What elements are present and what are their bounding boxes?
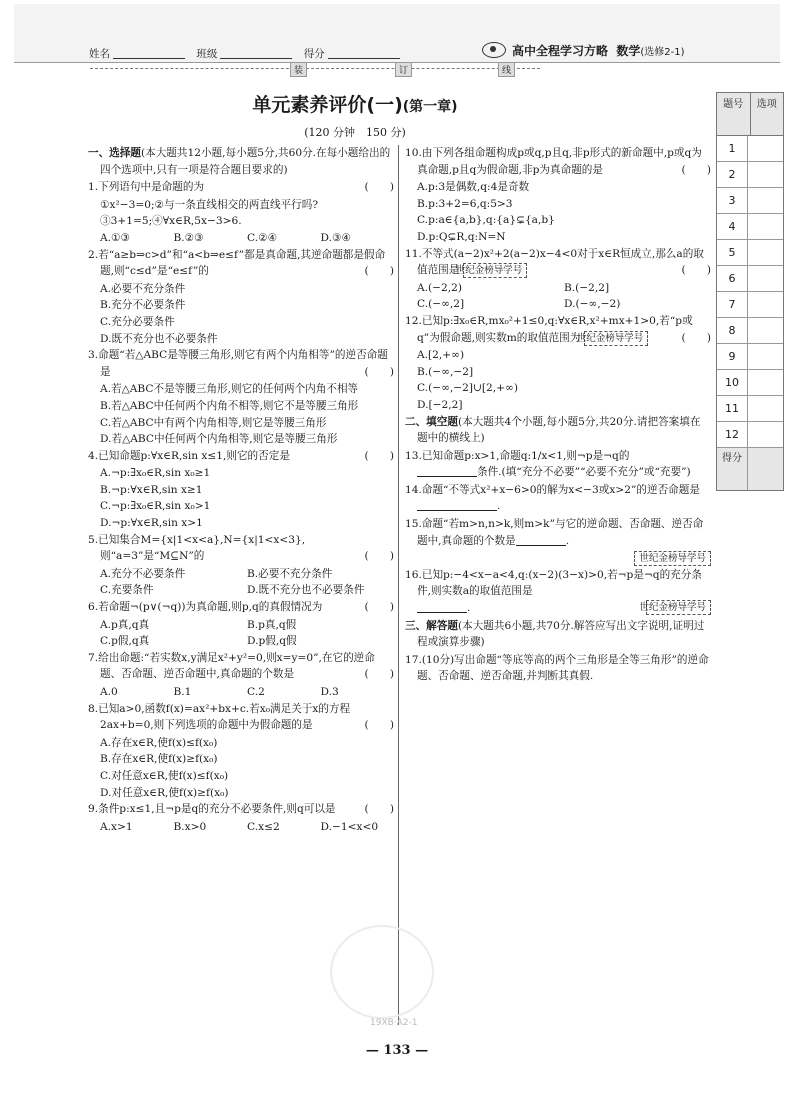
answer-table-row (717, 240, 783, 266)
student-info-row (89, 46, 408, 61)
cut-line (90, 68, 540, 69)
option[interactable]: A.p:3是偶数,q:4是奇数 (417, 181, 530, 194)
option[interactable]: D.③④ (320, 231, 351, 244)
page-number: — 133 — (365, 1043, 429, 1058)
option[interactable]: C.充要条件 (100, 584, 154, 597)
question-1-options (88, 230, 394, 247)
section-3-heading: 三、解答题(本大题共6小题,共70分.解答应写出文字说明,证明过程或演算步骤) (405, 619, 705, 649)
option[interactable]: D.¬p:∀x∈R,sin x>1 (100, 517, 203, 530)
option[interactable]: B.¬p:∀x∈R,sin x≥1 (100, 483, 203, 496)
option[interactable]: A.p真,q真 (100, 618, 150, 631)
option[interactable]: D.3 (320, 686, 339, 698)
time-score: (120 分钟 150 分) (304, 126, 406, 139)
badge: 世纪金榜导学号 (463, 263, 528, 278)
answer-table-row-number: 5 (717, 240, 748, 265)
score-blank[interactable] (328, 48, 400, 59)
answer-table-row (717, 292, 783, 318)
option[interactable]: A.①③ (100, 231, 131, 244)
title-main: 单元素养评价(一) (252, 94, 403, 116)
option[interactable]: B.②③ (173, 231, 204, 244)
option[interactable]: C.(−∞,−2]∪[2,+∞) (417, 382, 518, 395)
option[interactable]: C.p:a∈{a,b},q:{a}⊊{a,b} (417, 214, 555, 227)
answer-table-row-number: 1 (717, 136, 748, 161)
answer-table-row (717, 422, 783, 448)
answer-table-cell[interactable] (748, 370, 783, 395)
question-6: 6.若命题¬(p∨(¬q))为真命题,则p,q的真假情况为 ( ) (88, 601, 394, 614)
answer-blank[interactable] (516, 533, 566, 546)
name-label: 姓名 (89, 48, 110, 60)
option[interactable]: B.(−∞,−2] (417, 365, 474, 378)
option[interactable]: A.(−2,2) (417, 281, 463, 294)
option[interactable]: B.p:3+2=6,q:5>3 (417, 197, 513, 210)
answer-table-score-cell[interactable] (748, 448, 783, 490)
option[interactable]: A.¬p:∃x₀∈R,sin x₀≥1 (100, 467, 211, 480)
question-5-options-row2 (88, 582, 394, 599)
option[interactable]: D.若△ABC中任何两个内角相等,则它是等腰三角形 (100, 433, 338, 446)
class-blank[interactable] (220, 48, 292, 59)
answer-blank[interactable] (417, 498, 497, 511)
answer-table-row-number: 10 (717, 370, 748, 395)
subject-name: 数学 (616, 44, 641, 58)
answer-table-cell[interactable] (748, 266, 783, 291)
option[interactable]: A.[2,+∞) (417, 349, 465, 362)
answer-table-row (717, 214, 783, 240)
option[interactable]: D.−1<x<0 (320, 820, 379, 833)
left-column (88, 145, 394, 835)
question-15: 15.命题“若m>n,n>k,则m>k”与它的逆命题、否命题、逆否命题中,真命题的个数是 . (405, 518, 704, 547)
class-label: 班级 (196, 48, 218, 60)
cut-mark-3: 线 (498, 62, 515, 77)
option[interactable]: C.¬p:∃x₀∈R,sin x₀>1 (100, 500, 211, 513)
option[interactable]: D.p:Q⊊R,q:N=N (417, 230, 506, 243)
question-8: 8.已知a>0,函数f(x)=ax²+bx+c.若x₀满足关于x的方程2ax+b=0,则下列选项的命题中为假命题的是 ( ) (88, 702, 394, 732)
answer-table (716, 92, 784, 491)
page-header (14, 4, 780, 63)
right-column (405, 145, 711, 686)
answer-table-cell[interactable] (748, 136, 783, 161)
answer-table-row (717, 370, 783, 396)
option[interactable]: A.x>1 (100, 820, 133, 833)
answer-table-head-number: 题号 (717, 93, 751, 135)
watermark-seal-icon (330, 925, 434, 1019)
score-label: 得分 (303, 48, 325, 60)
question-16: 16.已知p:−4<x−a<4,q:(x−2)(3−x)>0,若¬p是¬q的充分条件,则实数a的取值范围是 . 世纪金榜导学号 (405, 567, 711, 617)
option[interactable]: D.既不充分也不必要条件 (247, 584, 365, 597)
question-1-body: ①x²−3=0;②与一条直线相交的两直线平行吗?③3+1=5;④∀x∈R,5x−3>6. (100, 198, 319, 228)
section-1-heading: 一、选择题(本大题共12小题,每小题5分,共60分.在每小题给出的四个选项中,只有一项是符合题目要求的) (88, 147, 391, 176)
answer-table-row (717, 162, 783, 188)
option[interactable]: C.若△ABC中有两个内角相等,则它是等腰三角形 (100, 416, 327, 429)
option[interactable]: C.p假,q真 (100, 635, 150, 648)
option[interactable]: A.充分不必要条件 (100, 567, 186, 580)
answer-table-row-number: 7 (717, 292, 748, 317)
question-14: 14.命题“不等式x²+x−6>0的解为x<−3或x>2”的逆否命题是. (405, 483, 700, 513)
answer-blank[interactable] (417, 464, 477, 477)
title-sub: (第一章) (402, 99, 458, 115)
subject-note: (选修2-1) (640, 47, 685, 58)
option[interactable]: D.(−∞,−2) (564, 298, 621, 311)
option[interactable]: C.充分必要条件 (100, 315, 175, 328)
option[interactable]: C.②④ (247, 231, 278, 244)
answer-table-cell[interactable] (748, 240, 783, 265)
answer-table-cell[interactable] (748, 292, 783, 317)
answer-table-cell[interactable] (748, 318, 783, 343)
option[interactable]: D.对任意x∈R,使f(x)≥f(x₀) (100, 786, 229, 799)
brand-block (482, 42, 685, 59)
badge: 世纪金榜导学号 (584, 331, 649, 346)
option[interactable]: B.p真,q假 (247, 618, 297, 631)
answer-table-row-number: 3 (717, 188, 748, 213)
option[interactable]: A.必要不充分条件 (100, 282, 186, 295)
option[interactable]: D.p假,q假 (247, 635, 297, 648)
question-2: 2.若“a≥b⇒c>d”和“a<b⇒e≤f”都是真命题,其逆命题都是假命题,则“c≤d”是“e≤f”的 ( ) (88, 248, 394, 278)
answer-table-row-number: 8 (717, 318, 748, 343)
answer-table-row-number: 12 (717, 422, 748, 447)
option[interactable]: C.x≤2 (247, 820, 280, 833)
option[interactable]: B.若△ABC中任何两个内角不相等,则它不是等腰三角形 (100, 399, 359, 412)
answer-table-cell[interactable] (748, 188, 783, 213)
question-11: 11.不等式(a−2)x²+2(a−2)x−4<0对于x∈R恒成立,那么a的取值范围是 世纪金榜导学号 ( ) (405, 247, 711, 277)
question-6-options-row2 (88, 633, 394, 650)
answer-table-row-number: 4 (717, 214, 748, 239)
cut-mark-2: 订 (395, 62, 412, 77)
option[interactable]: B.存在x∈R,使f(x)≥f(x₀) (100, 753, 218, 766)
name-blank[interactable] (113, 48, 185, 59)
page-title (0, 90, 710, 117)
question-7-options (88, 684, 394, 701)
question-3: 3.命题“若△ABC是等腰三角形,则它有两个内角相等”的逆否命题是 ( ) (88, 349, 394, 378)
option[interactable]: B.(−2,2] (564, 281, 610, 294)
option[interactable]: C.(−∞,2] (417, 298, 465, 311)
answer-table-head-option: 选项 (756, 99, 777, 110)
question-7: 7.给出命题:“若实数x,y满足x²+y²=0,则x=y=0”,在它的逆命题、否命题、逆否命题中,真命题的个数是 ( ) (88, 651, 394, 681)
option[interactable]: B.充分不必要条件 (100, 299, 186, 312)
answer-blank[interactable] (417, 600, 467, 613)
answer-table-cell[interactable] (748, 162, 783, 187)
option[interactable]: C.2 (247, 686, 265, 698)
option[interactable]: A.0 (100, 686, 118, 698)
option[interactable]: D.既不充分也不必要条件 (100, 332, 218, 345)
option[interactable]: B.x>0 (173, 820, 207, 833)
question-11-options-row1 (405, 280, 711, 297)
badge: 世纪金榜导学号 (634, 551, 711, 566)
brand-logo-icon (482, 42, 506, 58)
option[interactable]: B.必要不充分条件 (247, 567, 333, 580)
answer-table-row-number: 11 (717, 396, 748, 421)
section-2-heading: 二、填空题(本大题共4个小题,每小题5分,共20分.请把答案填在题中的横线上) (405, 415, 701, 445)
question-5-options-row1 (88, 566, 394, 583)
question-9: 9.条件p:x≤1,且¬p是q的充分不必要条件,则q可以是 ( ) (88, 803, 394, 816)
brand-name: 高中全程学习方略 (512, 44, 609, 58)
answer-table-row (717, 136, 783, 162)
question-1: 1.下列语句中是命题的为 ( ) (88, 181, 394, 194)
question-12: 12.已知p:∃x₀∈R,mx₀²+1≤0,q:∀x∈R,x²+mx+1>0,若“p或q”为假命题,则实数m的取值范围为 世纪金榜导学号 ( ) (405, 314, 711, 344)
answer-table-cell[interactable] (748, 214, 783, 239)
badge: 世纪金榜导学号 (646, 600, 711, 615)
answer-table-cell[interactable] (748, 422, 783, 447)
answer-table-cell[interactable] (748, 396, 783, 421)
answer-table-row (717, 318, 783, 344)
answer-table-score-row (717, 448, 783, 490)
option[interactable]: A.存在x∈R,使f(x)≤f(x₀) (100, 736, 218, 749)
answer-table-row (717, 344, 783, 370)
answer-table-row-number: 2 (717, 162, 748, 187)
option[interactable]: D.[−2,2] (417, 398, 463, 411)
question-11-options-row2 (405, 296, 711, 313)
column-divider (398, 145, 399, 1025)
answer-table-row (717, 266, 783, 292)
cut-mark-1: 装 (290, 62, 307, 77)
option[interactable]: A.若△ABC不是等腰三角形,则它的任何两个内角不相等 (100, 383, 359, 396)
question-4: 4.已知命题p:∀x∈R,sin x≤1,则它的否定是 ( ) (88, 449, 394, 462)
option[interactable]: C.对任意x∈R,使f(x)≤f(x₀) (100, 769, 229, 782)
answer-table-cell[interactable] (748, 344, 783, 369)
answer-table-row-number: 9 (717, 344, 748, 369)
print-code: 19XB·A2-1 (370, 1018, 418, 1028)
question-9-options (88, 819, 394, 836)
question-6-options-row1 (88, 617, 394, 634)
question-13: 13.已知命题p:x>1,命题q:1/x<1,则¬p是¬q的 条件.(填“充分不必要”“必要不充分”或“充要”) (405, 449, 691, 479)
answer-table-row (717, 188, 783, 214)
question-5: 5.已知集合M={x|1<x<a},N={x|1<x<3},则“a=3”是“M⊆N”的 ( ) (88, 533, 394, 563)
answer-table-header (717, 93, 783, 136)
answer-table-row-number: 6 (717, 266, 748, 291)
question-17: 17.(10分)写出命题“等底等高的两个三角形是全等三角形”的逆命题、否命题、逆否命题,并判断其真假. (405, 653, 709, 683)
question-10: 10.由下列各组命题构成p或q,p且q,非p形式的新命题中,p或q为真命题,p且q为假命题,非p为真命题的是 ( ) (405, 147, 711, 176)
answer-table-score-label: 得分 (717, 448, 748, 490)
option[interactable]: B.1 (173, 686, 192, 698)
answer-table-row (717, 396, 783, 422)
